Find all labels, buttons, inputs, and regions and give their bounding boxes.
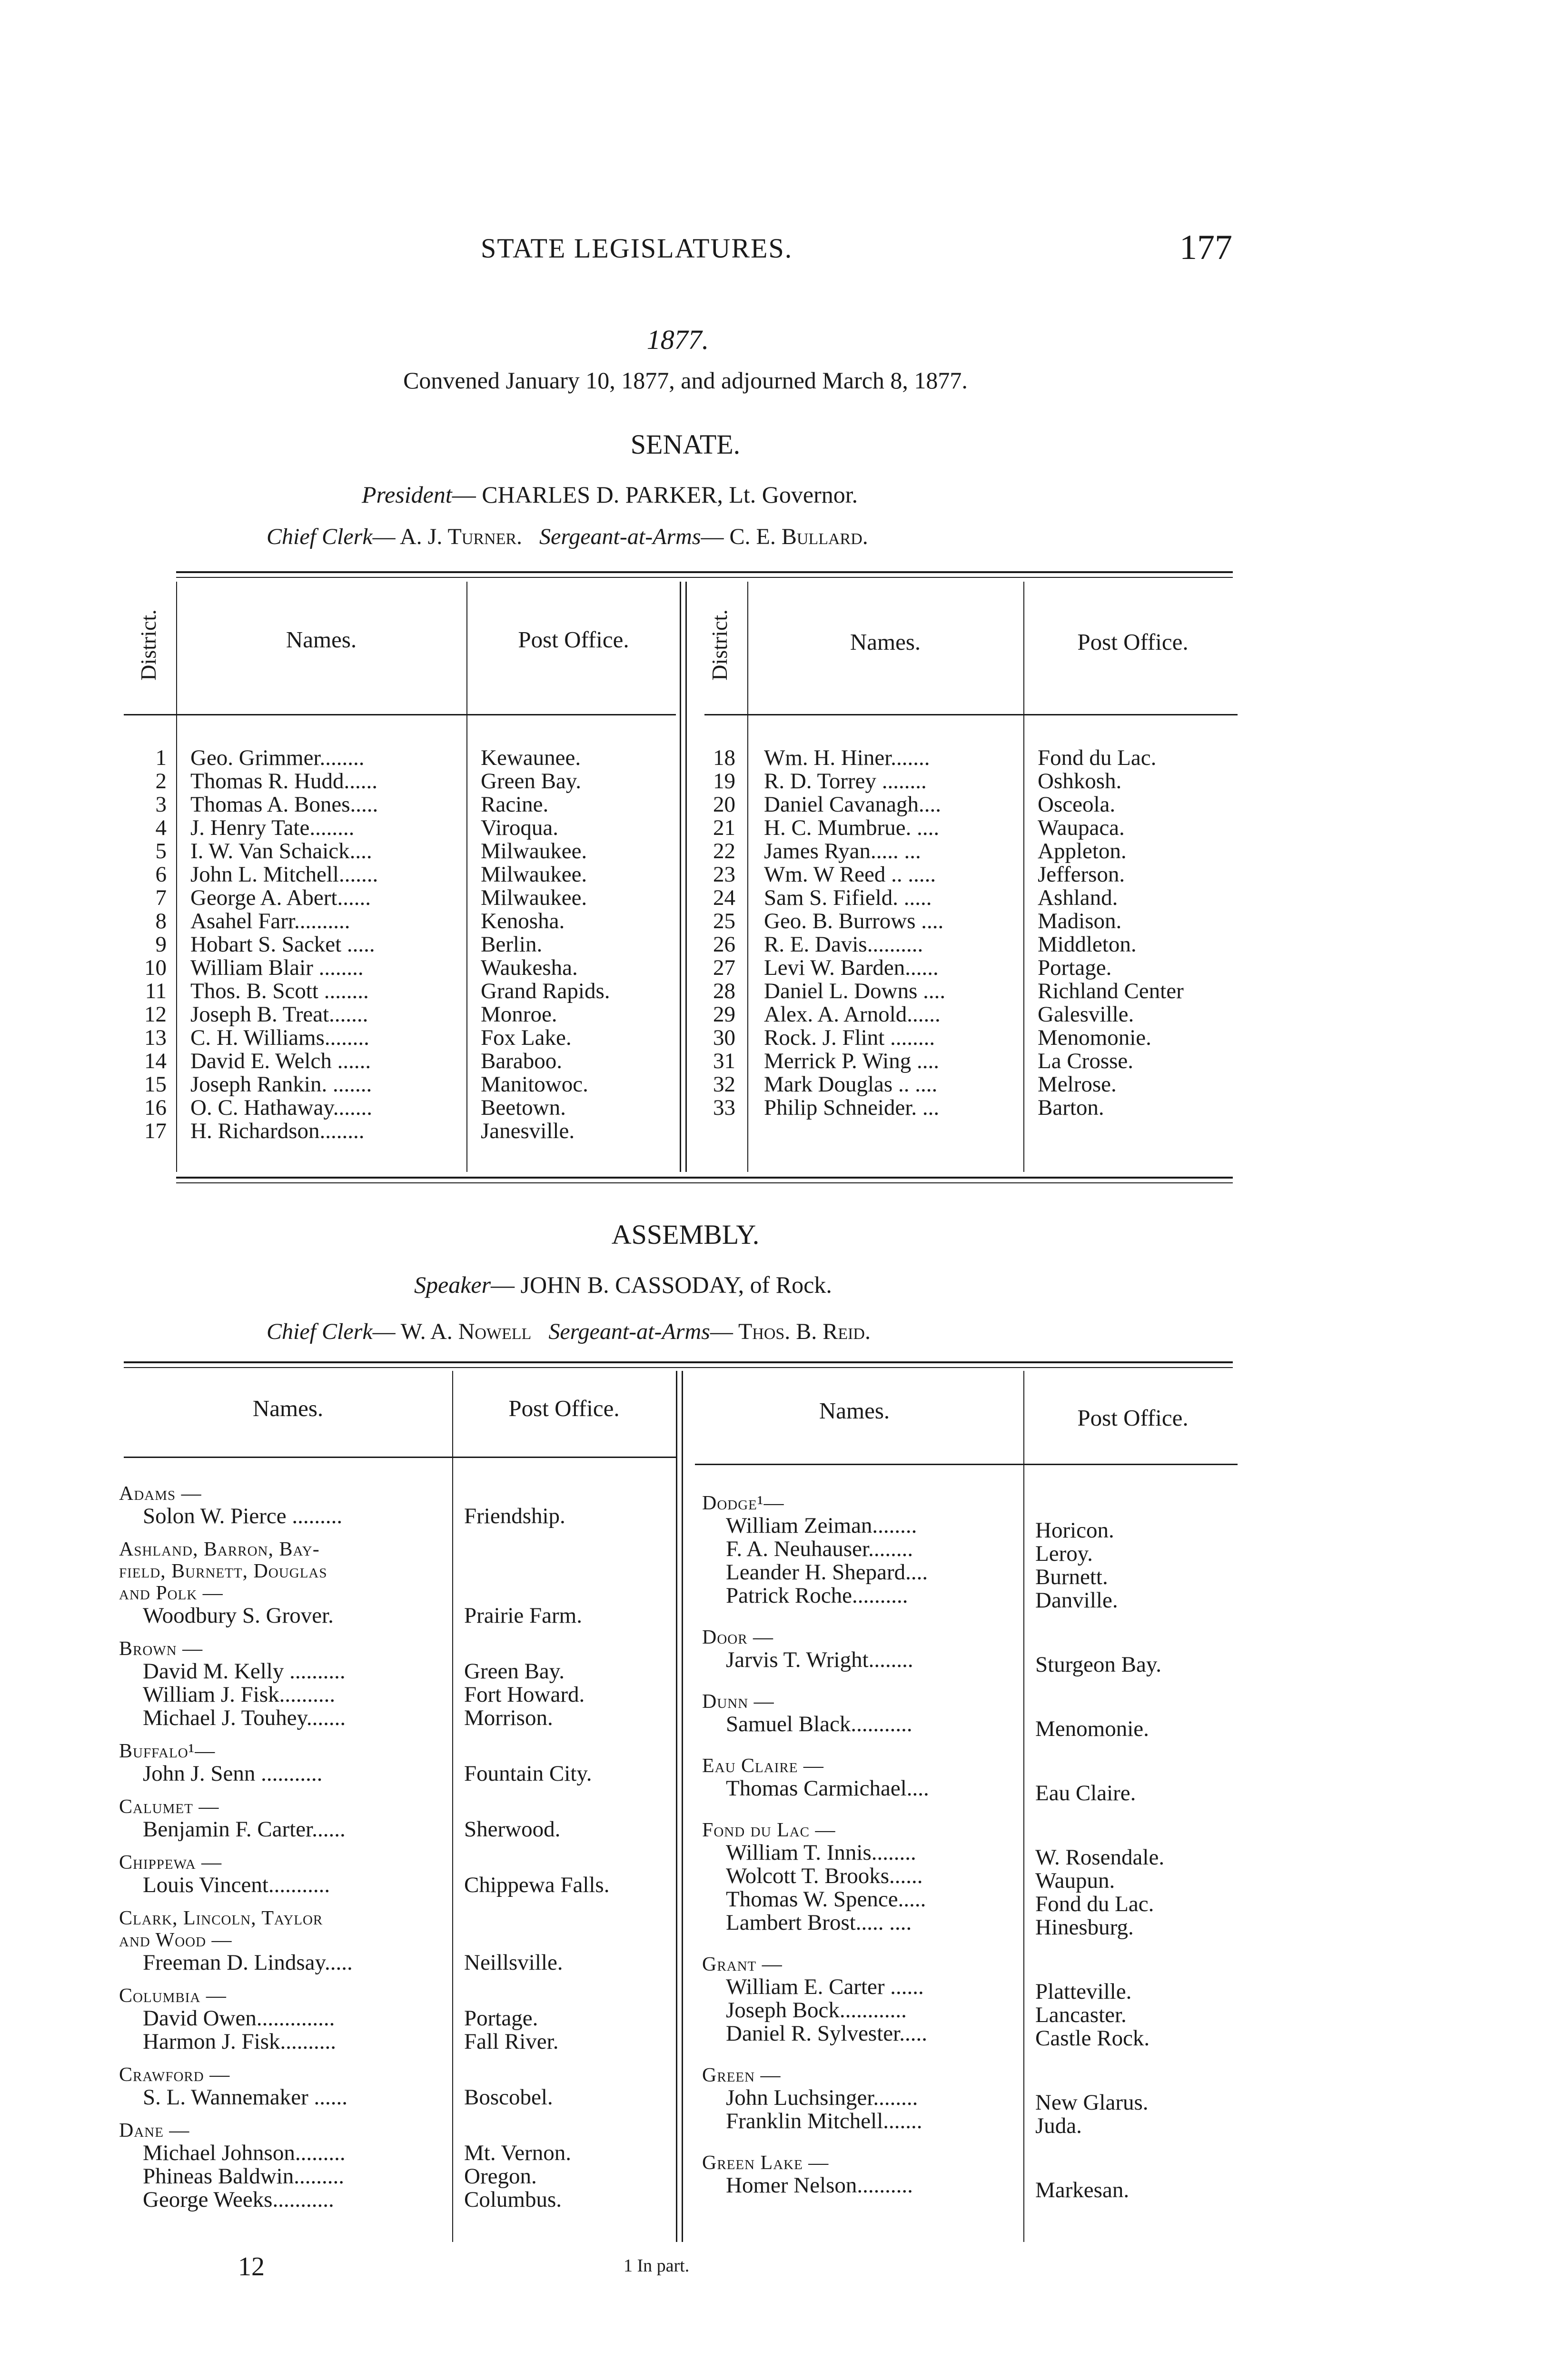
senate-left-post-office: Berlin. (481, 933, 543, 956)
assembly-vrule-3 (682, 1371, 683, 2242)
member-name: Freeman D. Lindsay..... (143, 1951, 353, 1974)
senate-right-senator-name: James Ryan..... ... (764, 840, 921, 863)
senate-heading: SENATE. (630, 429, 741, 460)
senate-left-district-number: 12 (144, 1003, 167, 1026)
senate-right-post-office: Melrose. (1038, 1073, 1117, 1096)
session-year: 1877. (646, 324, 709, 355)
senate-right-post-office: Richland Center (1038, 980, 1184, 1003)
senate-right-district-number: 24 (713, 886, 735, 910)
senate-left-post-office: Kewaunee. (481, 746, 581, 770)
senate-right-senator-name: Geo. B. Burrows .... (764, 910, 944, 933)
member-post-office: Menomonie. (1035, 1716, 1149, 1741)
senate-right-senator-name: Levi W. Barden...... (764, 956, 939, 980)
senate-left-post-office: Beetown. (481, 1096, 566, 1120)
senate-right-senator-name: Philip Schneider. ... (764, 1096, 940, 1120)
county-heading: Adams — (119, 1483, 202, 1505)
member-name: John J. Senn ........... (143, 1762, 323, 1785)
senate-right-district-number: 29 (713, 1003, 735, 1026)
senate-right-district-number: 20 (713, 793, 735, 816)
senate-left-senator-name: William Blair ........ (190, 956, 364, 980)
member-name: Homer Nelson.......... (726, 2174, 913, 2197)
member-name: Thomas Carmichael.... (726, 1777, 929, 1800)
assembly-vrule-1 (452, 1371, 453, 2242)
senate-right-district-number: 32 (713, 1073, 735, 1096)
member-name: Thomas W. Spence..... (726, 1888, 926, 1911)
senate-left-post-office: Waukesha. (481, 956, 578, 980)
senate-right-senator-name: R. E. Davis.......... (764, 933, 923, 956)
sergeant-name: — C. E. Bullard. (701, 524, 868, 549)
member-post-office: Chippewa Falls. (464, 1873, 610, 1897)
senate-left-names (190, 746, 464, 1143)
assembly-speaker (414, 1271, 832, 1299)
county-heading: Door — (702, 1626, 774, 1648)
senate-right-senator-name: Rock. J. Flint ........ (764, 1026, 935, 1050)
member-name: Woodbury S. Grover. (143, 1604, 334, 1627)
post-office-header-left: Post Office. (518, 626, 629, 653)
senate-right-district-number: 30 (713, 1026, 735, 1050)
senate-right-district-number: 27 (713, 956, 735, 980)
member-name: Joseph Bock............ (726, 1999, 907, 2022)
member-name: David Owen.............. (143, 2007, 335, 2030)
member-post-office: Castle Rock. (1035, 2026, 1150, 2051)
senate-left-post-office: Green Bay. (481, 770, 581, 793)
senate-vrule-5 (747, 582, 748, 1172)
senate-right-post-office: Jefferson. (1038, 863, 1125, 886)
names-header-right: Names. (850, 629, 921, 655)
senate-left-district-number: 1 (155, 746, 167, 770)
names-header-left: Names. (286, 626, 357, 653)
senate-left-senator-name: C. H. Williams........ (190, 1026, 369, 1050)
member-name: Phineas Baldwin......... (143, 2165, 344, 2188)
senate-left-district-number: 15 (144, 1073, 167, 1096)
senate-left-post-office: Viroqua. (481, 816, 558, 840)
member-post-office: Danville. (1035, 1588, 1118, 1613)
senate-left-post-office: Janesville. (481, 1120, 575, 1143)
senate-right-post-office: Portage. (1038, 956, 1112, 980)
county-heading: Chippewa — (119, 1852, 222, 1874)
member-name: Samuel Black........... (726, 1713, 912, 1736)
member-name: George Weeks........... (143, 2188, 334, 2211)
county-heading: Green — (702, 2064, 781, 2086)
member-name: Wolcott T. Brooks...... (726, 1864, 923, 1888)
member-post-office: Columbus. (464, 2187, 562, 2212)
county-heading: Buffalo¹— (119, 1740, 216, 1762)
senate-header-rule-right (704, 714, 1238, 715)
senate-officers (267, 524, 868, 550)
senate-left-senator-name: I. W. Van Schaick.... (190, 840, 372, 863)
senate-left-district-number: 13 (144, 1026, 167, 1050)
member-post-office: Portage. (464, 2006, 538, 2031)
assembly-header-rule-left (124, 1457, 676, 1458)
member-post-office: New Glarus. (1035, 2090, 1149, 2115)
assembly-sergeant-label: Sergeant-at-Arms (548, 1319, 710, 1344)
senate-bottom-rule (176, 1177, 1233, 1179)
senate-left-senator-name: Thomas A. Bones..... (190, 793, 378, 816)
speaker-name: — JOHN B. CASSODAY, of Rock. (491, 1271, 832, 1298)
member-post-office: Leroy. (1035, 1541, 1093, 1566)
assembly-names-header-right: Names. (819, 1398, 890, 1424)
senate-left-senator-name: O. C. Hathaway....... (190, 1096, 373, 1120)
senate-top-rule (176, 571, 1233, 573)
senate-left-district-number: 8 (155, 910, 167, 933)
member-post-office: Sturgeon Bay. (1035, 1652, 1162, 1677)
president-label: President (362, 481, 452, 508)
running-head: STATE LEGISLATURES. (481, 233, 793, 264)
senate-left-senator-name: Asahel Farr.......... (190, 910, 350, 933)
senate-right-district-number: 31 (713, 1050, 735, 1073)
district-header-right: District. (707, 609, 732, 681)
senate-left-district-number: 11 (145, 980, 167, 1003)
senate-left-senator-name: Hobart S. Sacket ..... (190, 933, 375, 956)
county-heading: and Wood — (119, 1929, 232, 1951)
member-post-office: Prairie Farm. (464, 1603, 582, 1628)
senate-right-post-office: Appleton. (1038, 840, 1127, 863)
senate-right-post-office: Fond du Lac. (1038, 746, 1157, 770)
senate-left-senator-name: Joseph B. Treat....... (190, 1003, 368, 1026)
senate-right-names (764, 746, 1021, 1120)
senate-left-district-number: 9 (155, 933, 167, 956)
senate-left-senator-name: David E. Welch ...... (190, 1050, 371, 1073)
senate-header-rule-left (124, 714, 676, 715)
senate-right-district-number: 21 (713, 816, 735, 840)
senate-president (362, 481, 858, 508)
senate-left-senator-name: Thomas R. Hudd...... (190, 770, 377, 793)
assembly-chief-clerk-name: — W. A. Nowell (372, 1319, 532, 1344)
county-heading: Green Lake — (702, 2152, 829, 2174)
page-number: 177 (1179, 228, 1232, 267)
member-post-office: Juda. (1035, 2113, 1082, 2138)
member-post-office: Mt. Vernon. (464, 2141, 571, 2165)
assembly-officers (267, 1319, 871, 1345)
member-name: Leander H. Shepard.... (726, 1561, 928, 1584)
senate-right-district-number: 25 (713, 910, 735, 933)
member-post-office: Burnett. (1035, 1565, 1108, 1589)
senate-left-senator-name: Geo. Grimmer........ (190, 746, 365, 770)
sergeant-label: Sergeant-at-Arms (539, 524, 701, 549)
senate-left-district-number: 4 (155, 816, 167, 840)
assembly-post-office-header-left: Post Office. (508, 1395, 620, 1421)
county-heading: Calumet — (119, 1796, 219, 1818)
member-post-office: Fall River. (464, 2029, 559, 2054)
member-post-office: Platteville. (1035, 1979, 1132, 2004)
member-post-office: Horicon. (1035, 1518, 1114, 1543)
senate-top-rule-2 (176, 577, 1233, 578)
member-post-office: Neillsville. (464, 1950, 563, 1975)
senate-left-district-number: 14 (144, 1050, 167, 1073)
member-name: Jarvis T. Wright........ (726, 1648, 913, 1672)
senate-left-post-office: Racine. (481, 793, 549, 816)
assembly-vrule-2 (676, 1371, 677, 2242)
senate-left-senator-name: J. Henry Tate........ (190, 816, 355, 840)
senate-right-district-number: 19 (713, 770, 735, 793)
senate-left-districts (119, 746, 167, 1143)
senate-right-senator-name: H. C. Mumbrue. .... (764, 816, 940, 840)
senate-left-post-office: Baraboo. (481, 1050, 562, 1073)
senate-right-post-office: Middleton. (1038, 933, 1137, 956)
senate-left-district-number: 3 (155, 793, 167, 816)
senate-right-post-office: Menomonie. (1038, 1026, 1151, 1050)
member-name: Michael J. Touhey....... (143, 1706, 346, 1730)
member-post-office: Boscobel. (464, 2085, 553, 2110)
senate-left-post-office: Grand Rapids. (481, 980, 610, 1003)
assembly-post-office-header-right: Post Office. (1077, 1405, 1189, 1431)
assembly-top-rule-2 (124, 1367, 1233, 1368)
senate-vrule-4 (685, 582, 687, 1172)
member-name: F. A. Neuhauser........ (726, 1537, 913, 1561)
member-name: Michael Johnson......... (143, 2142, 346, 2165)
senate-left-post-office: Fox Lake. (481, 1026, 572, 1050)
member-name: Louis Vincent........... (143, 1874, 330, 1897)
assembly-names-header-left: Names. (252, 1395, 324, 1421)
county-heading: Columbia — (119, 1985, 227, 2007)
senate-left-post-offices (481, 746, 676, 1143)
post-office-header-right: Post Office. (1077, 629, 1189, 655)
county-heading: Ashland, Barron, Bay- (119, 1538, 320, 1560)
county-heading: Dane — (119, 2120, 190, 2142)
senate-right-district-number: 22 (713, 840, 735, 863)
senate-right-district-number: 18 (713, 746, 735, 770)
member-post-office: Lancaster. (1035, 2003, 1127, 2027)
senate-right-senator-name: Wm. W Reed .. ..... (764, 863, 936, 886)
senate-right-post-office: Waupaca. (1038, 816, 1125, 840)
assembly-header-rule-right (695, 1464, 1238, 1465)
senate-left-senator-name: Thos. B. Scott ........ (190, 980, 369, 1003)
member-name: Benjamin F. Carter...... (143, 1818, 346, 1841)
member-name: Solon W. Pierce ......... (143, 1505, 343, 1528)
member-name: Harmon J. Fisk.......... (143, 2030, 337, 2053)
senate-left-senator-name: H. Richardson........ (190, 1120, 365, 1143)
senate-left-senator-name: John L. Mitchell....... (190, 863, 378, 886)
member-name: John Luchsinger........ (726, 2086, 918, 2110)
senate-left-district-number: 6 (155, 863, 167, 886)
senate-right-district-number: 33 (713, 1096, 735, 1120)
county-heading: Dunn — (702, 1691, 774, 1713)
senate-right-districts (690, 746, 735, 1120)
member-name: William T. Innis........ (726, 1841, 916, 1864)
senate-left-post-office: Manitowoc. (481, 1073, 588, 1096)
county-heading: field, Burnett, Douglas (119, 1560, 327, 1582)
member-post-office: W. Rosendale. (1035, 1845, 1165, 1870)
member-name: Patrick Roche.......... (726, 1584, 908, 1607)
footnote: 1 In part. (624, 2256, 690, 2276)
member-name: Franklin Mitchell....... (726, 2110, 922, 2133)
county-heading: Eau Claire — (702, 1755, 824, 1777)
member-post-office: Hinesburg. (1035, 1915, 1134, 1940)
senate-left-post-office: Milwaukee. (481, 840, 587, 863)
member-post-office: Oregon. (464, 2164, 537, 2189)
senate-right-post-office: Osceola. (1038, 793, 1116, 816)
chief-clerk-label: Chief Clerk (267, 524, 373, 549)
senate-left-post-office: Milwaukee. (481, 886, 587, 910)
senate-right-senator-name: Wm. H. Hiner....... (764, 746, 930, 770)
county-heading: Dodge¹— (702, 1492, 784, 1514)
assembly-chief-clerk-label: Chief Clerk (267, 1319, 373, 1344)
senate-right-post-offices (1038, 746, 1247, 1120)
member-post-office: Eau Claire. (1035, 1781, 1136, 1805)
senate-left-senator-name: Joseph Rankin. ....... (190, 1073, 372, 1096)
senate-right-senator-name: Merrick P. Wing .... (764, 1050, 939, 1073)
senate-left-post-office: Kenosha. (481, 910, 565, 933)
senate-vrule-3 (680, 582, 681, 1172)
member-post-office: Morrison. (464, 1706, 553, 1730)
signature-mark: 12 (238, 2252, 265, 2281)
member-post-office: Green Bay. (464, 1659, 565, 1684)
county-heading: Crawford — (119, 2064, 230, 2086)
member-post-office: Waupun. (1035, 1868, 1115, 1893)
senate-right-senator-name: Daniel L. Downs .... (764, 980, 946, 1003)
senate-left-district-number: 10 (144, 956, 167, 980)
senate-vrule-6 (1023, 582, 1024, 1172)
senate-right-senator-name: R. D. Torrey ........ (764, 770, 927, 793)
senate-left-post-office: Monroe. (481, 1003, 557, 1026)
assembly-top-rule (124, 1361, 1233, 1363)
senate-left-district-number: 7 (155, 886, 167, 910)
county-heading: Clark, Lincoln, Taylor (119, 1907, 323, 1929)
member-post-office: Sherwood. (464, 1817, 561, 1842)
senate-left-district-number: 5 (155, 840, 167, 863)
president-name: — CHARLES D. PARKER, Lt. Governor. (452, 481, 858, 508)
session-dates: Convened January 10, 1877, and adjourned March 8, 1877. (403, 367, 968, 394)
senate-bottom-rule-2 (176, 1182, 1233, 1183)
senate-right-post-office: Oshkosh. (1038, 770, 1122, 793)
county-heading: Fond du Lac — (702, 1819, 836, 1841)
senate-left-district-number: 17 (144, 1120, 167, 1143)
member-post-office: Fond du Lac. (1035, 1892, 1154, 1916)
member-name: David M. Kelly .......... (143, 1660, 346, 1683)
senate-right-district-number: 28 (713, 980, 735, 1003)
member-name: William J. Fisk.......... (143, 1683, 336, 1706)
member-name: William Zeiman........ (726, 1514, 917, 1537)
district-header-left: District. (136, 609, 160, 681)
county-heading: Grant — (702, 1954, 783, 1975)
member-name: S. L. Wannemaker ...... (143, 2086, 347, 2109)
assembly-sergeant-name: — Thos. B. Reid. (710, 1319, 871, 1344)
senate-right-post-office: Ashland. (1038, 886, 1118, 910)
senate-right-district-number: 26 (713, 933, 735, 956)
senate-left-post-office: Milwaukee. (481, 863, 587, 886)
senate-left-senator-name: George A. Abert...... (190, 886, 371, 910)
senate-right-senator-name: Mark Douglas .. .... (764, 1073, 938, 1096)
senate-left-district-number: 2 (155, 770, 167, 793)
senate-right-senator-name: Sam S. Fifield. ..... (764, 886, 932, 910)
senate-vrule-1 (176, 582, 177, 1172)
senate-right-senator-name: Daniel Cavanagh.... (764, 793, 941, 816)
senate-right-post-office: Galesville. (1038, 1003, 1134, 1026)
senate-right-post-office: Barton. (1038, 1096, 1104, 1120)
member-name: Daniel R. Sylvester..... (726, 2022, 927, 2045)
senate-right-post-office: La Crosse. (1038, 1050, 1134, 1073)
senate-right-district-number: 23 (713, 863, 735, 886)
member-name: William E. Carter ...... (726, 1975, 924, 1999)
member-post-office: Markesan. (1035, 2178, 1130, 2202)
member-name: Lambert Brost..... .... (726, 1911, 912, 1934)
county-heading: and Polk — (119, 1582, 223, 1604)
assembly-heading: ASSEMBLY. (611, 1219, 760, 1250)
senate-right-post-office: Madison. (1038, 910, 1122, 933)
county-heading: Brown — (119, 1638, 203, 1660)
chief-clerk-name: — A. J. Turner. (372, 524, 523, 549)
senate-left-district-number: 16 (144, 1096, 167, 1120)
speaker-label: Speaker (414, 1271, 491, 1298)
member-post-office: Friendship. (464, 1504, 565, 1528)
senate-vrule-2 (466, 582, 467, 1172)
senate-right-senator-name: Alex. A. Arnold...... (764, 1003, 941, 1026)
member-post-office: Fort Howard. (464, 1682, 585, 1707)
member-post-office: Fountain City. (464, 1761, 592, 1786)
